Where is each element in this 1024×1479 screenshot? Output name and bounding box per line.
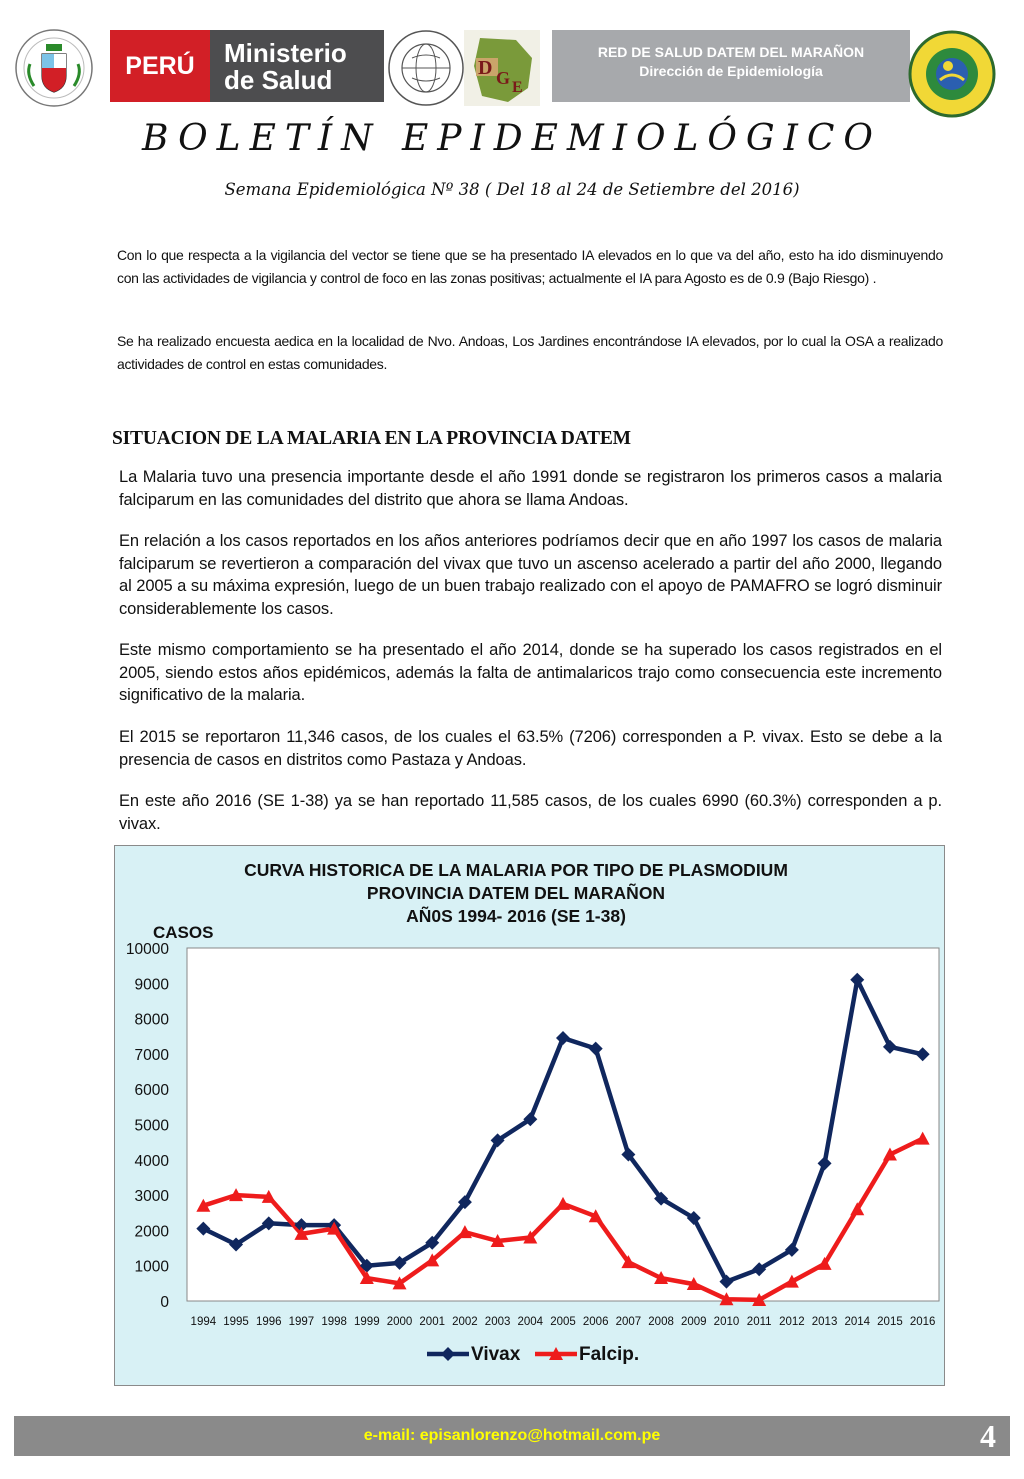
y-tick-label: 3000	[134, 1188, 169, 1206]
malaria-chart-svg	[115, 846, 946, 1387]
x-tick-label: 2010	[713, 1316, 740, 1328]
dge-logo	[462, 28, 542, 108]
page-footer	[14, 1416, 1010, 1456]
y-tick-label: 6000	[134, 1082, 169, 1100]
x-tick-label: 2016	[909, 1316, 936, 1328]
y-tick-label: 10000	[125, 941, 169, 958]
y-tick-label: 5000	[134, 1117, 169, 1135]
y-tick-label: 1000	[134, 1258, 169, 1276]
y-tick-label: 2000	[134, 1223, 169, 1241]
x-tick-label: 2002	[452, 1316, 478, 1328]
x-tick-label: 1995	[223, 1316, 249, 1328]
svg-text:E: E	[512, 79, 523, 96]
section-paragraph-4: El 2015 se reportaron 11,346 casos, de los cuales el 63.5% (7206) corresponden a P. vivax. Esto se debe a la presencia de casos en distritos como Pastaza y Andoas.	[119, 728, 942, 769]
x-tick-label: 2004	[517, 1316, 544, 1328]
svg-text:G: G	[496, 68, 511, 88]
bulletin-title: BOLETÍN EPIDEMIOLÓGICO	[142, 118, 882, 159]
x-tick-label: 2014	[844, 1316, 871, 1328]
x-tick-label: 2009	[680, 1316, 707, 1328]
ministerio-de-salud-logo	[110, 30, 384, 102]
bulletin-subtitle: Semana Epidemiológica Nº 38 ( Del 18 al 24 de Setiembre del 2016)	[224, 180, 800, 199]
legend-label: Vivax	[471, 1344, 521, 1365]
y-tick-label: 7000	[134, 1046, 169, 1064]
ministerio-line-2: de Salud	[224, 65, 333, 95]
intro-paragraph-1: Con lo que respecta a la vigilancia del vector se tiene que se ha presentado IA elevados en lo que va del año, esto ha ido disminuyendo con las actividades de vigilancia y control de foco en las zonas positivas; actualmente el IA para Agosto es de 0.9 (Bajo Riesgo) .	[117, 247, 943, 286]
direccion-epidemiologia: Dirección de Epidemiología	[639, 63, 823, 79]
peru-coat-of-arms-logo	[14, 28, 94, 108]
ministerio-label	[210, 30, 384, 102]
x-tick-label: 2001	[419, 1316, 446, 1328]
y-axis-ticks	[126, 941, 169, 1311]
plot-area	[187, 948, 939, 1301]
chart-y-axis-label: CASOS	[153, 923, 214, 942]
y-tick-label: 0	[160, 1294, 169, 1311]
y-tick-label: 8000	[134, 1011, 169, 1029]
x-tick-label: 2007	[615, 1316, 642, 1328]
x-tick-label: 2008	[648, 1316, 674, 1328]
x-tick-label: 1999	[354, 1316, 380, 1328]
section-title: SITUACION DE LA MALARIA EN LA PROVINCIA DATEM	[112, 428, 631, 449]
x-tick-label: 2012	[779, 1316, 805, 1328]
page-header	[14, 28, 1010, 108]
section-paragraph-1: La Malaria tuvo una presencia importante desde el año 1991 donde se registraron los primeros casos a malaria falciparum en las comunidades del distrito que ahora se llama Andoas.	[119, 468, 942, 509]
intro-paragraph-2: Se ha realizado encuesta aedica en la localidad de Nvo. Andoas, Los Jardines encontrándose IA elevados, por lo cual la OSA a realizado actividades de control en estas comunidades.	[117, 333, 943, 372]
section-paragraph-3: Este mismo comportamiento se ha presentado el año 2014, donde se ha superado los casos registrados en el 2005, siendo estos años epidémicos, además la falta de antimalaricos trajo como consecuencia este incremento significativo de la malaria.	[119, 641, 942, 704]
red-de-salud-datem-logo	[904, 28, 1000, 124]
x-tick-label: 2000	[386, 1316, 413, 1328]
y-tick-label: 9000	[134, 976, 169, 994]
x-tick-label: 1997	[288, 1316, 315, 1328]
x-axis-ticks	[191, 1316, 936, 1328]
section-paragraph-5: En este año 2016 (SE 1-38) ya se han reportado 11,585 casos, de los cuales 6990 (60.3%) corresponden a p. vivax.	[119, 792, 942, 833]
y-tick-label: 4000	[134, 1152, 169, 1170]
x-tick-label: 2006	[582, 1316, 609, 1328]
x-tick-label: 2015	[877, 1316, 903, 1328]
chart-legend	[427, 1344, 639, 1365]
renace-network-logo	[386, 28, 466, 108]
red-de-salud-banner	[552, 30, 910, 102]
x-tick-label: 1998	[321, 1316, 347, 1328]
svg-text:D: D	[478, 57, 493, 79]
chart-title-line: AÑ0S 1994- 2016 (SE 1-38)	[406, 906, 626, 926]
legend-label: Falcip.	[579, 1344, 640, 1365]
x-tick-label: 2005	[550, 1316, 576, 1328]
section-paragraph-2: En relación a los casos reportados en los años anteriores podríamos decir que en año 1997 los casos de malaria falciparum se revertieron a comparación del vivax que tuvo un ascenso acelerado a partir del año 2000, llegando al 2005 a su máxima expresión, luego de un buen trabajo realizado con el apoyo de PAMAFRO se logró disminuir considerablemente los casos.	[119, 532, 942, 618]
x-tick-label: 2013	[811, 1316, 838, 1328]
page-number: 4	[980, 1418, 996, 1454]
x-tick-label: 1996	[255, 1316, 282, 1328]
peru-label: PERÚ	[110, 30, 210, 102]
chart-title-line: PROVINCIA DATEM DEL MARAÑON	[366, 883, 666, 903]
x-tick-label: 2003	[484, 1316, 511, 1328]
legend-marker	[441, 1347, 455, 1361]
red-de-salud-name: RED DE SALUD DATEM DEL MARAÑON	[597, 44, 865, 60]
x-tick-label: 2011	[746, 1316, 772, 1328]
ministerio-line-1: Ministerio	[224, 38, 347, 68]
chart-title-line: CURVA HISTORICA DE LA MALARIA POR TIPO DE PLASMODIUM	[244, 860, 788, 880]
malaria-chart	[114, 845, 945, 1386]
chart-title	[244, 860, 788, 926]
x-tick-label: 1994	[190, 1316, 217, 1328]
footer-email: e-mail: episanlorenzo@hotmail.com.pe	[363, 1427, 661, 1444]
